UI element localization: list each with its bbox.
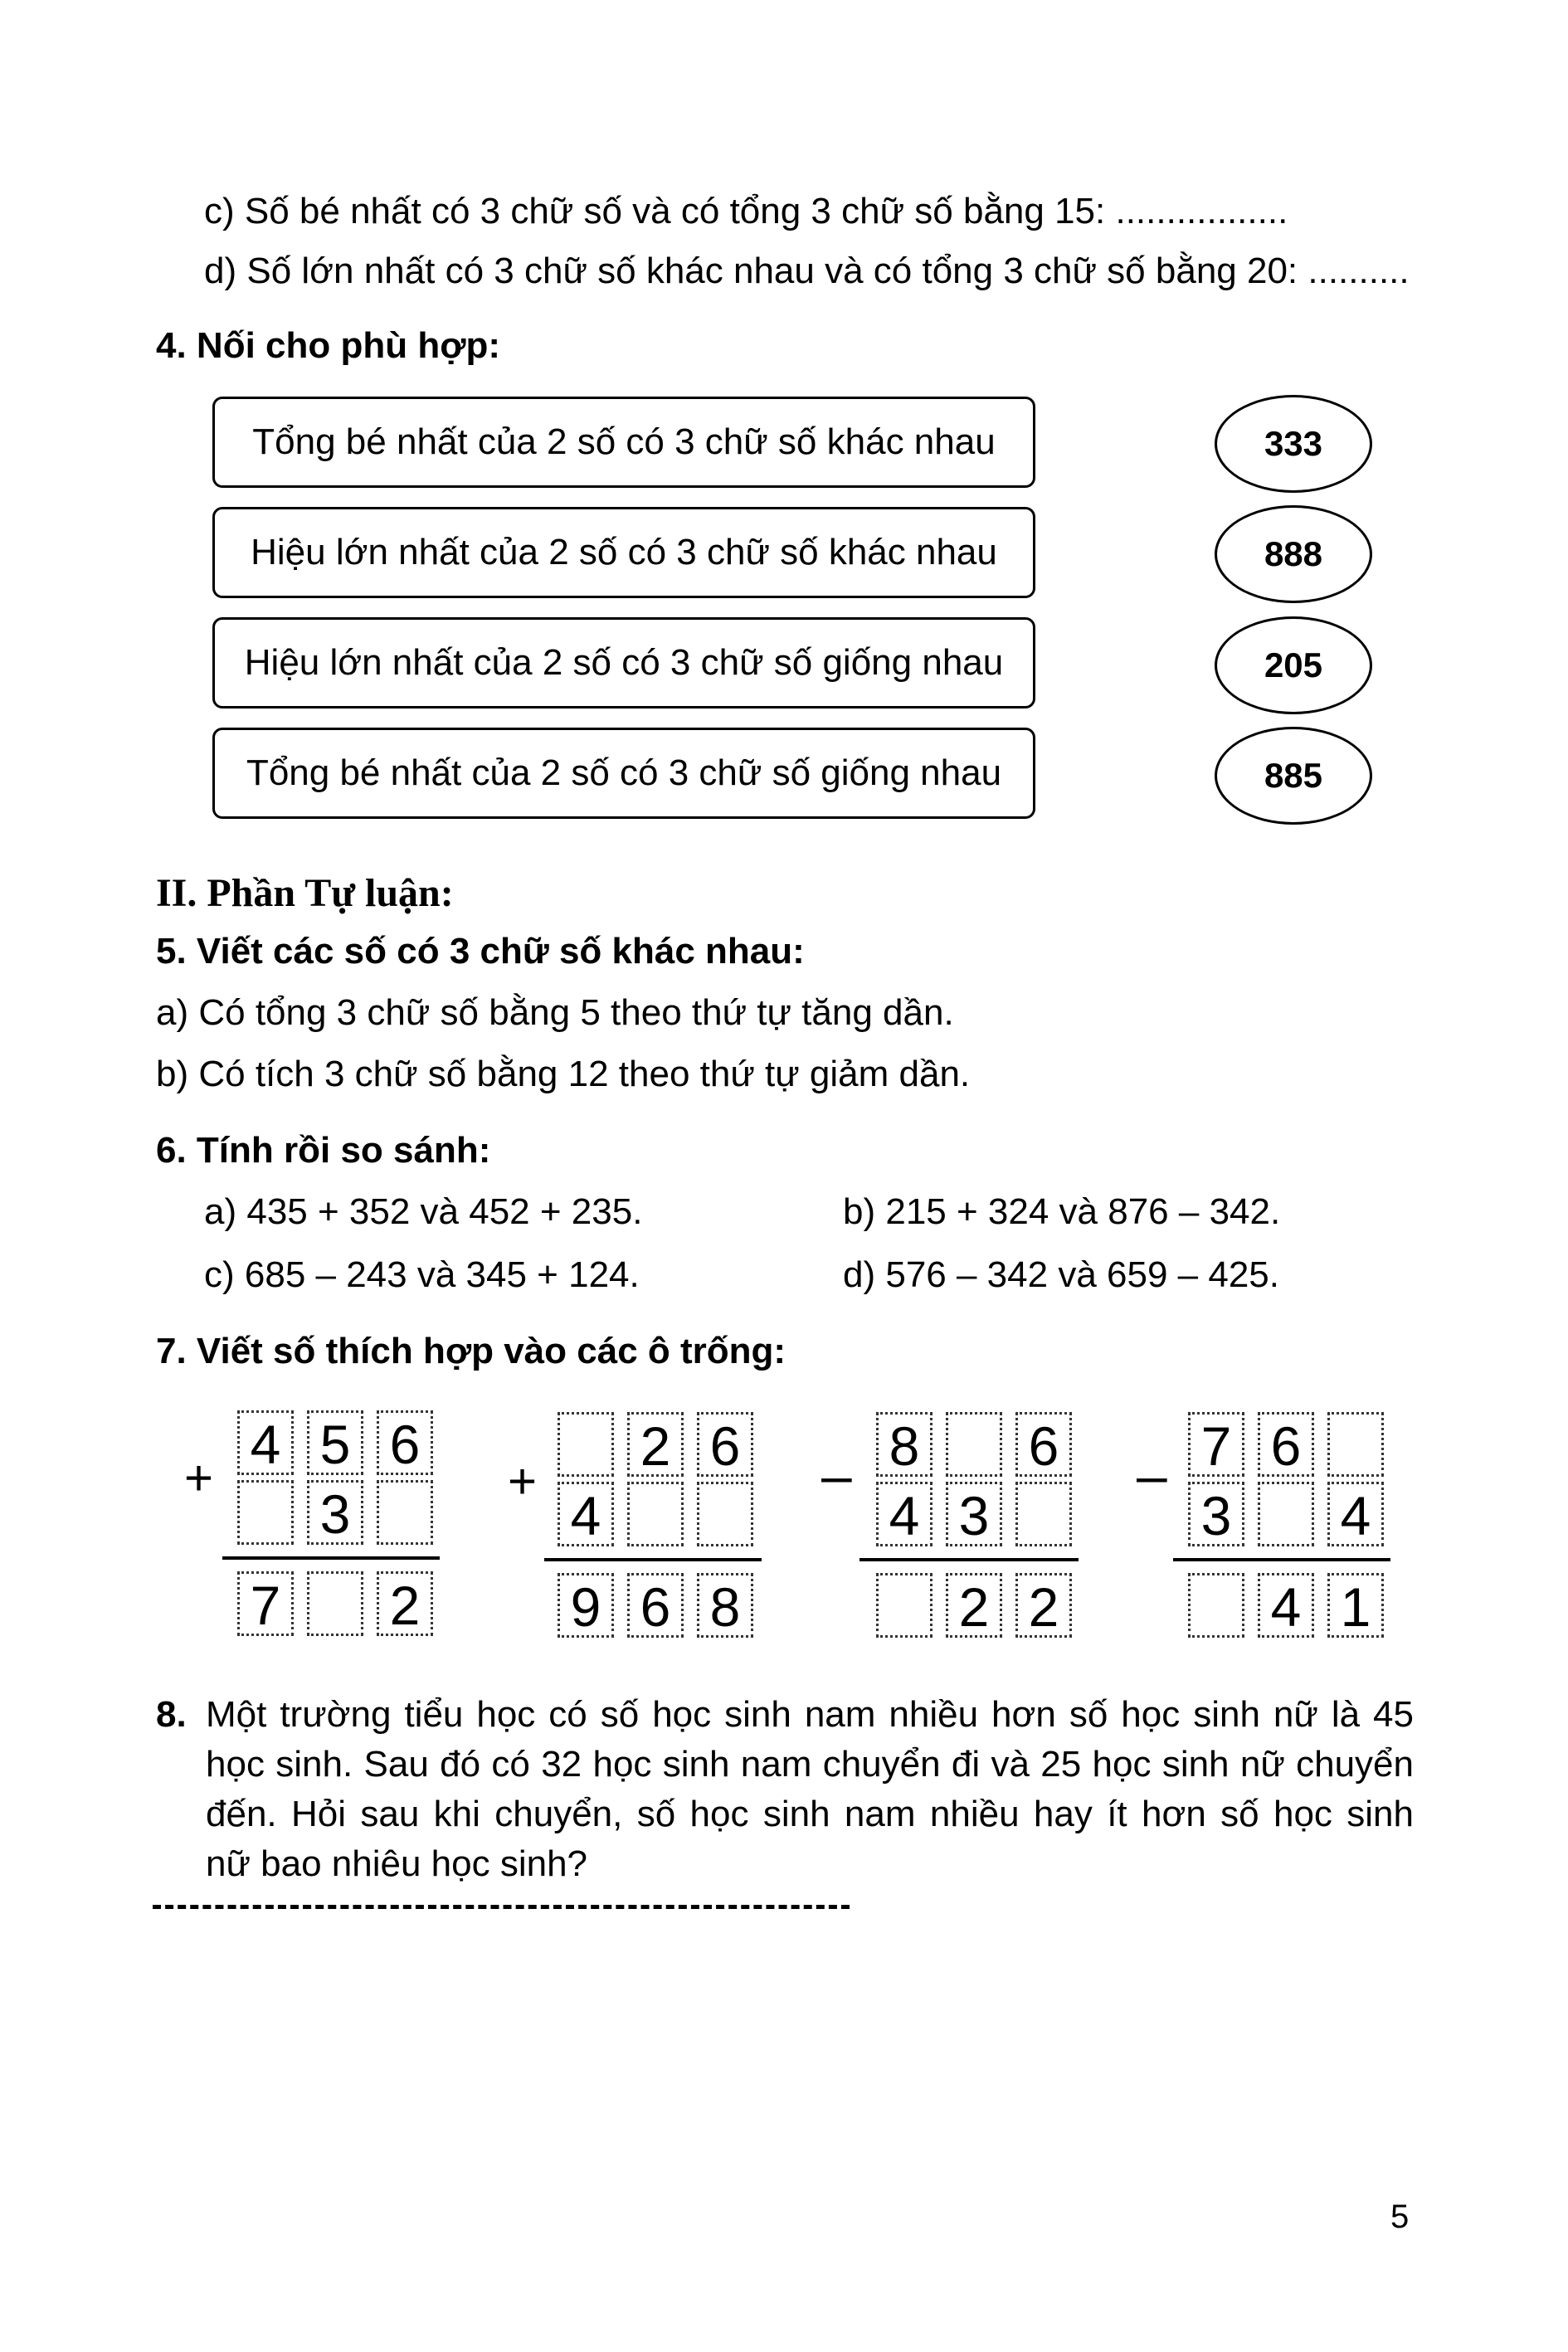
- blank-cell[interactable]: [377, 1480, 433, 1545]
- digit-cell: 8: [697, 1573, 753, 1638]
- plus-sign: +: [508, 1454, 538, 1509]
- q6-item-b: b) 215 + 324 và 876 – 342.: [843, 1191, 1281, 1232]
- digit-cell: 6: [377, 1410, 433, 1475]
- blank-cell[interactable]: [697, 1482, 753, 1546]
- match-left-1[interactable]: Tổng bé nhất của 2 số có 3 chữ số khác nhau: [212, 397, 1035, 488]
- digit-cell: 5: [307, 1410, 363, 1475]
- match-right-3[interactable]: 205: [1215, 616, 1372, 714]
- q8-line-1: Một trường tiểu học có số học sinh nam nhiều hơn số học sinh nữ là 45: [206, 1694, 1414, 1735]
- digit-cell: 4: [876, 1482, 933, 1546]
- digit-cell: 3: [946, 1482, 1002, 1546]
- q6-item-a: a) 435 + 352 và 452 + 235.: [204, 1191, 643, 1232]
- digit-cell: 6: [1015, 1412, 1072, 1477]
- match-left-3[interactable]: Hiệu lớn nhất của 2 số có 3 chữ số giống nhau: [212, 617, 1035, 709]
- difference-line: [859, 1558, 1079, 1561]
- digit-cell: 2: [377, 1571, 433, 1636]
- q8-line-3: đến. Hỏi sau khi chuyển, số học sinh nam nhiều hay ít hơn số học sinh: [206, 1794, 1414, 1834]
- digit-cell: 6: [697, 1412, 753, 1477]
- digit-cell: 7: [237, 1571, 294, 1636]
- match-right-4[interactable]: 885: [1215, 727, 1372, 825]
- digit-cell: 7: [1188, 1412, 1244, 1477]
- digit-cell: 8: [876, 1412, 933, 1477]
- digit-cell: 2: [627, 1412, 684, 1477]
- page-number: 5: [1390, 2199, 1410, 2235]
- digit-cell: 6: [1258, 1412, 1314, 1477]
- q6-item-d: d) 576 – 342 và 659 – 425.: [843, 1254, 1279, 1295]
- digit-cell: 3: [1188, 1482, 1244, 1546]
- q8-line-2: học sinh. Sau đó có 32 học sinh nam chuyển đi và 25 học sinh nữ chuyển: [206, 1744, 1414, 1785]
- q6-title: 6. Tính rồi so sánh:: [156, 1130, 491, 1171]
- minus-sign: –: [821, 1444, 852, 1506]
- digit-cell: 4: [558, 1482, 614, 1546]
- minus-sign: –: [1137, 1444, 1167, 1506]
- blank-cell[interactable]: [876, 1573, 933, 1638]
- blank-cell[interactable]: [1327, 1412, 1384, 1477]
- q5-title: 5. Viết các số có 3 chữ số khác nhau:: [156, 931, 805, 971]
- blank-cell[interactable]: [946, 1412, 1002, 1477]
- match-left-2[interactable]: Hiệu lớn nhất của 2 số có 3 chữ số khác nhau: [212, 507, 1035, 598]
- blank-cell[interactable]: [237, 1480, 294, 1545]
- match-left-4[interactable]: Tổng bé nhất của 2 số có 3 chữ số giống nhau: [212, 728, 1035, 819]
- q8-line-4: nữ bao nhiêu học sinh?: [206, 1843, 588, 1884]
- match-right-1[interactable]: 333: [1215, 395, 1372, 493]
- digit-cell: 4: [237, 1410, 294, 1475]
- digit-cell: 2: [1015, 1573, 1072, 1638]
- q3-item-c: c) Số bé nhất có 3 chữ số và có tổng 3 chữ số bằng 15: .................: [204, 191, 1288, 231]
- blank-cell[interactable]: [307, 1571, 363, 1636]
- sum-line: [544, 1558, 762, 1561]
- blank-cell[interactable]: [1188, 1573, 1244, 1638]
- sum-line: [222, 1556, 440, 1560]
- answer-dashed-line: [153, 1905, 850, 1909]
- blank-cell[interactable]: [627, 1482, 684, 1546]
- q6-item-c: c) 685 – 243 và 345 + 124.: [204, 1254, 640, 1295]
- plus-sign: +: [184, 1450, 214, 1506]
- blank-cell[interactable]: [1258, 1482, 1314, 1546]
- blank-cell[interactable]: [558, 1412, 614, 1477]
- digit-cell: 4: [1327, 1482, 1384, 1546]
- blank-cell[interactable]: [1015, 1482, 1072, 1546]
- q3-item-d: d) Số lớn nhất có 3 chữ số khác nhau và có tổng 3 chữ số bằng 20: ..........: [204, 251, 1410, 291]
- q5-item-a: a) Có tổng 3 chữ số bằng 5 theo thứ tự tăng dần.: [156, 992, 954, 1033]
- difference-line: [1173, 1558, 1390, 1561]
- q4-title: 4. Nối cho phù hợp:: [156, 325, 501, 366]
- q7-title: 7. Viết số thích hợp vào các ô trống:: [156, 1331, 786, 1371]
- digit-cell: 3: [307, 1480, 363, 1545]
- digit-cell: 1: [1327, 1573, 1384, 1638]
- match-right-2[interactable]: 888: [1215, 505, 1372, 603]
- digit-cell: 2: [946, 1573, 1002, 1638]
- digit-cell: 6: [627, 1573, 684, 1638]
- section-title: II. Phần Tự luận:: [156, 871, 454, 915]
- digit-cell: 4: [1258, 1573, 1314, 1638]
- q8-number: 8.: [156, 1694, 187, 1735]
- digit-cell: 9: [558, 1573, 614, 1638]
- q5-item-b: b) Có tích 3 chữ số bằng 12 theo thứ tự giảm dần.: [156, 1054, 971, 1094]
